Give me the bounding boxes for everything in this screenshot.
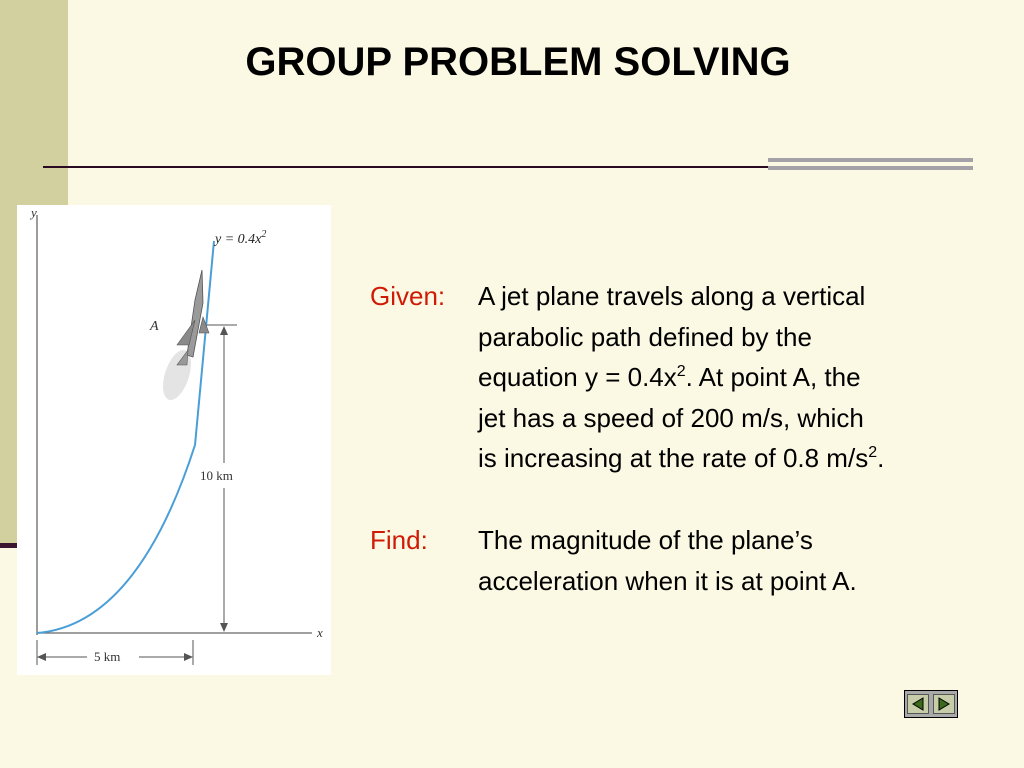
given-line-4: jet has a speed of 200 m/s, which: [478, 402, 864, 433]
title-divider-line: [43, 166, 768, 168]
given-section: [370, 276, 1020, 479]
given-line-2: parabolic path defined by the: [478, 321, 812, 352]
width-dim-arrow-left: [37, 653, 46, 661]
point-a-label: A: [150, 319, 159, 334]
given-text: [478, 276, 1020, 479]
figure-svg: [17, 205, 331, 675]
parabola-curve: [37, 241, 214, 633]
given-label: Given:: [370, 281, 446, 311]
height-dim-label: 10 km: [200, 468, 233, 483]
find-section: [370, 520, 1020, 601]
find-line-2: acceleration when it is at point A.: [478, 565, 857, 596]
left-triangle-icon: [911, 697, 925, 711]
parabolic-path-figure: [17, 205, 331, 675]
previous-slide-button[interactable]: [907, 694, 929, 714]
slide-navigation: [904, 690, 958, 718]
next-slide-button[interactable]: [933, 694, 955, 714]
height-dim-arrow-down: [220, 623, 228, 632]
find-label: Find:: [370, 525, 428, 555]
left-accent-bar: [0, 543, 18, 548]
given-line-1: A jet plane travels along a vertical: [478, 281, 866, 311]
given-line-5: is increasing at the rate of 0.8 $m/s^2$.: [478, 443, 885, 473]
slide-title: GROUP PROBLEM SOLVING: [245, 40, 791, 84]
find-line-1: The magnitude of the plane’s: [478, 525, 813, 555]
equation-label: $y = 0.4x^2$: [215, 229, 267, 247]
width-dim-label: 5 km: [94, 649, 121, 664]
given-line-3: equation $y = 0.4x^2$. At point A, the: [478, 362, 861, 392]
x-axis-label: x: [317, 625, 323, 640]
height-dim-arrow-up: [220, 326, 228, 335]
find-text: [478, 520, 1020, 601]
width-dim-arrow-right: [184, 653, 193, 661]
y-axis-label: y: [31, 205, 37, 220]
title-divider-accent: [768, 158, 973, 178]
right-triangle-icon: [937, 697, 951, 711]
